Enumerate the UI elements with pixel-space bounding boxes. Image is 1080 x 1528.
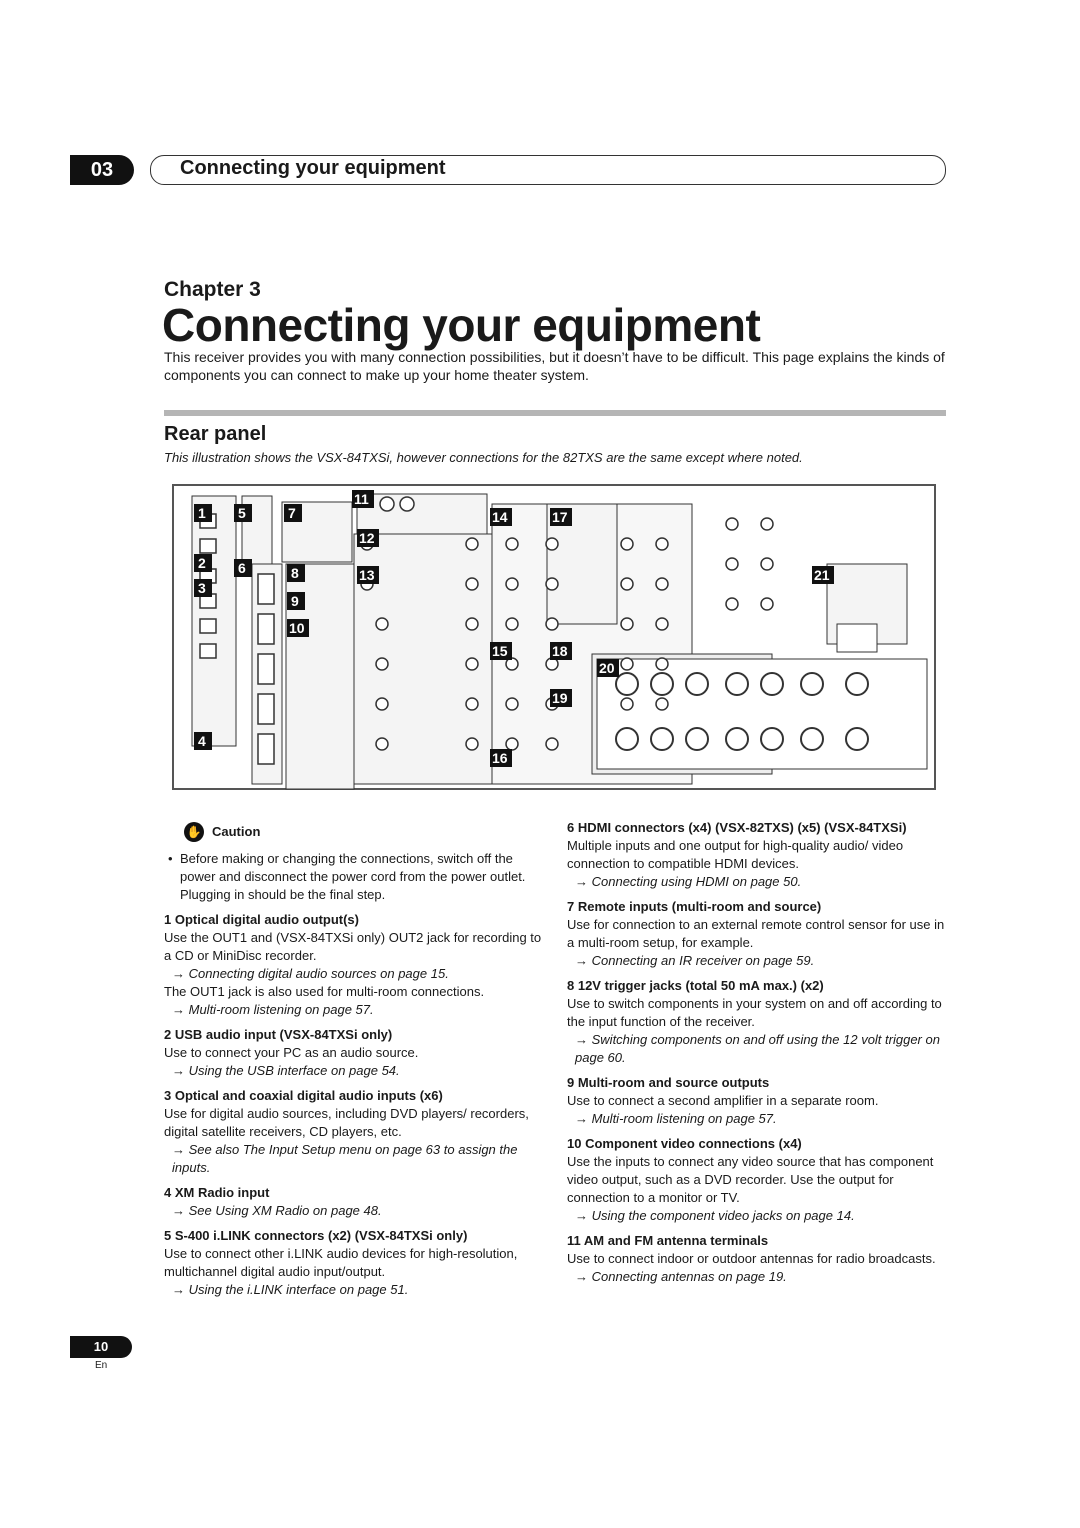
callout-4 [194, 732, 212, 750]
callout-9 [287, 592, 305, 610]
item-11-body: Use to connect indoor or outdoor antennas for radio broadcasts. [567, 1251, 936, 1266]
item-6-heading: 6 HDMI connectors (x4) (VSX-82TXS) (x5) (VSX-84TXSi) [567, 820, 907, 835]
svg-text:2: 2 [198, 555, 206, 571]
item-7-body: Use for connection to an external remote control sensor for use in a multi-room setup, for example. [567, 917, 945, 950]
item-2-ref: → Using the USB interface on page 54. [164, 1062, 544, 1080]
item-10-heading: 10 Component video connections (x4) [567, 1136, 802, 1151]
item-1-body2: The OUT1 jack is also used for multi-room connections. [164, 984, 485, 999]
callout-18 [550, 642, 572, 660]
svg-text:14: 14 [492, 509, 508, 525]
item-2-body: Use to connect your PC as an audio source. [164, 1045, 419, 1060]
callout-6 [234, 559, 252, 577]
rear-panel-illustration [172, 484, 936, 790]
callout-14 [490, 508, 512, 526]
callout-11 [352, 490, 374, 508]
callout-12 [357, 529, 379, 547]
callout-13 [357, 566, 379, 584]
svg-text:12: 12 [359, 530, 375, 546]
callout-15 [490, 642, 512, 660]
left-column [164, 822, 544, 1299]
item-5-heading: 5 S-400 i.LINK connectors (x2) (VSX-84TXSi only) [164, 1228, 468, 1243]
item-4-ref: → See Using XM Radio on page 48. [164, 1202, 544, 1220]
caution-text: • Before making or changing the connections, switch off the power and disconnect the power cord from the power outlet. Plugging in should be the final step. [164, 850, 544, 904]
item-8-heading: 8 12V trigger jacks (total 50 mA max.) (x2) [567, 978, 824, 993]
svg-text:18: 18 [552, 643, 568, 659]
item-3-ref: → See also The Input Setup menu on page 63 to assign the inputs. [164, 1141, 544, 1177]
callout-2 [194, 554, 212, 572]
item-7-heading: 7 Remote inputs (multi-room and source) [567, 899, 822, 914]
svg-text:6: 6 [238, 560, 246, 576]
item-10-ref: → Using the component video jacks on page 14. [567, 1207, 947, 1225]
right-column [567, 812, 947, 1286]
svg-text:17: 17 [552, 509, 568, 525]
item-1-heading: 1 Optical digital audio output(s) [164, 912, 359, 927]
callout-20 [597, 659, 619, 677]
item-3-heading: 3 Optical and coaxial digital audio inputs (x6) [164, 1088, 443, 1103]
chapter-label: Chapter 3 [164, 278, 261, 301]
svg-text:9: 9 [291, 593, 299, 609]
item-5-body: Use to connect other i.LINK audio devices for high-resolution, multichannel digital audio input/output. [164, 1246, 518, 1279]
callout-7 [284, 504, 302, 522]
item-9-heading: 9 Multi-room and source outputs [567, 1075, 770, 1090]
svg-text:3: 3 [198, 580, 206, 596]
header-section-title: Connecting your equipment [180, 157, 446, 179]
item-6-body: Multiple inputs and one output for high-quality audio/ video connection to compatible HDMI devices. [567, 838, 904, 871]
item-3-body: Use for digital audio sources, including DVD players/ recorders, digital satellite receivers, CD players, etc. [164, 1106, 529, 1139]
svg-text:7: 7 [288, 505, 296, 521]
item-2-heading: 2 USB audio input (VSX-84TXSi only) [164, 1027, 393, 1042]
intro-paragraph: This receiver provides you with many connection possibilities, but it doesn’t have to be difficult. This page explains the kinds of components you can connect to make up your home theater system. [164, 349, 945, 383]
rear-panel-title: Rear panel [164, 423, 267, 445]
callout-17 [550, 508, 572, 526]
svg-text:20: 20 [599, 660, 615, 676]
item-11-ref: → Connecting antennas on page 19. [567, 1268, 947, 1286]
callout-19 [550, 689, 572, 707]
svg-text:10: 10 [289, 620, 305, 636]
caution-header [184, 822, 544, 842]
item-5-ref: → Using the i.LINK interface on page 51. [164, 1281, 544, 1299]
svg-text:19: 19 [552, 690, 568, 706]
item-6-ref: → Connecting using HDMI on page 50. [567, 873, 947, 891]
svg-text:5: 5 [238, 505, 246, 521]
page-title: Connecting your equipment [162, 299, 761, 351]
caution-label: Caution [212, 824, 261, 839]
svg-text:11: 11 [354, 491, 369, 507]
page-number: 10 [70, 1336, 132, 1358]
item-8-body: Use to switch components in your system on and off according to the input function of the receiver. [567, 996, 942, 1029]
callout-10 [287, 619, 309, 637]
item-4-heading: 4 XM Radio input [164, 1185, 270, 1200]
svg-text:15: 15 [492, 643, 508, 659]
svg-text:16: 16 [492, 750, 508, 766]
item-9-ref: → Multi-room listening on page 57. [567, 1110, 947, 1128]
caution-hand-icon: ✋ [184, 822, 204, 842]
item-11-heading: 11 AM and FM antenna terminals [567, 1233, 769, 1248]
callout-5 [234, 504, 252, 522]
callout-21 [812, 566, 834, 584]
svg-text:8: 8 [291, 565, 299, 581]
illustration-note: This illustration shows the VSX-84TXSi, however connections for the 82TXS are the same except where noted. [164, 450, 803, 465]
language-code: En [95, 1360, 108, 1371]
item-10-body: Use the inputs to connect any video source that has component video output, such as a DVD recorder. Use the output for connection to a monitor or TV. [567, 1154, 934, 1205]
chapter-number-tab: 03 [70, 155, 134, 185]
svg-text:21: 21 [814, 567, 830, 583]
svg-text:1: 1 [198, 505, 206, 521]
item-8-ref: → Switching components on and off using the 12 volt trigger on page 60. [567, 1031, 947, 1067]
section-divider [164, 410, 946, 416]
svg-text:13: 13 [359, 567, 375, 583]
callout-16 [490, 749, 512, 767]
callout-1 [194, 504, 212, 522]
item-7-ref: → Connecting an IR receiver on page 59. [567, 952, 947, 970]
item-1-body: Use the OUT1 and (VSX-84TXSi only) OUT2 jack for recording to a CD or MiniDisc recorder. [164, 930, 542, 963]
callout-8 [287, 564, 305, 582]
item-1-ref: → Connecting digital audio sources on page 15. [164, 965, 544, 983]
callout-3 [194, 579, 212, 597]
item-9-body: Use to connect a second amplifier in a separate room. [567, 1093, 879, 1108]
svg-text:4: 4 [198, 733, 206, 749]
item-1-ref2: → Multi-room listening on page 57. [164, 1001, 544, 1019]
